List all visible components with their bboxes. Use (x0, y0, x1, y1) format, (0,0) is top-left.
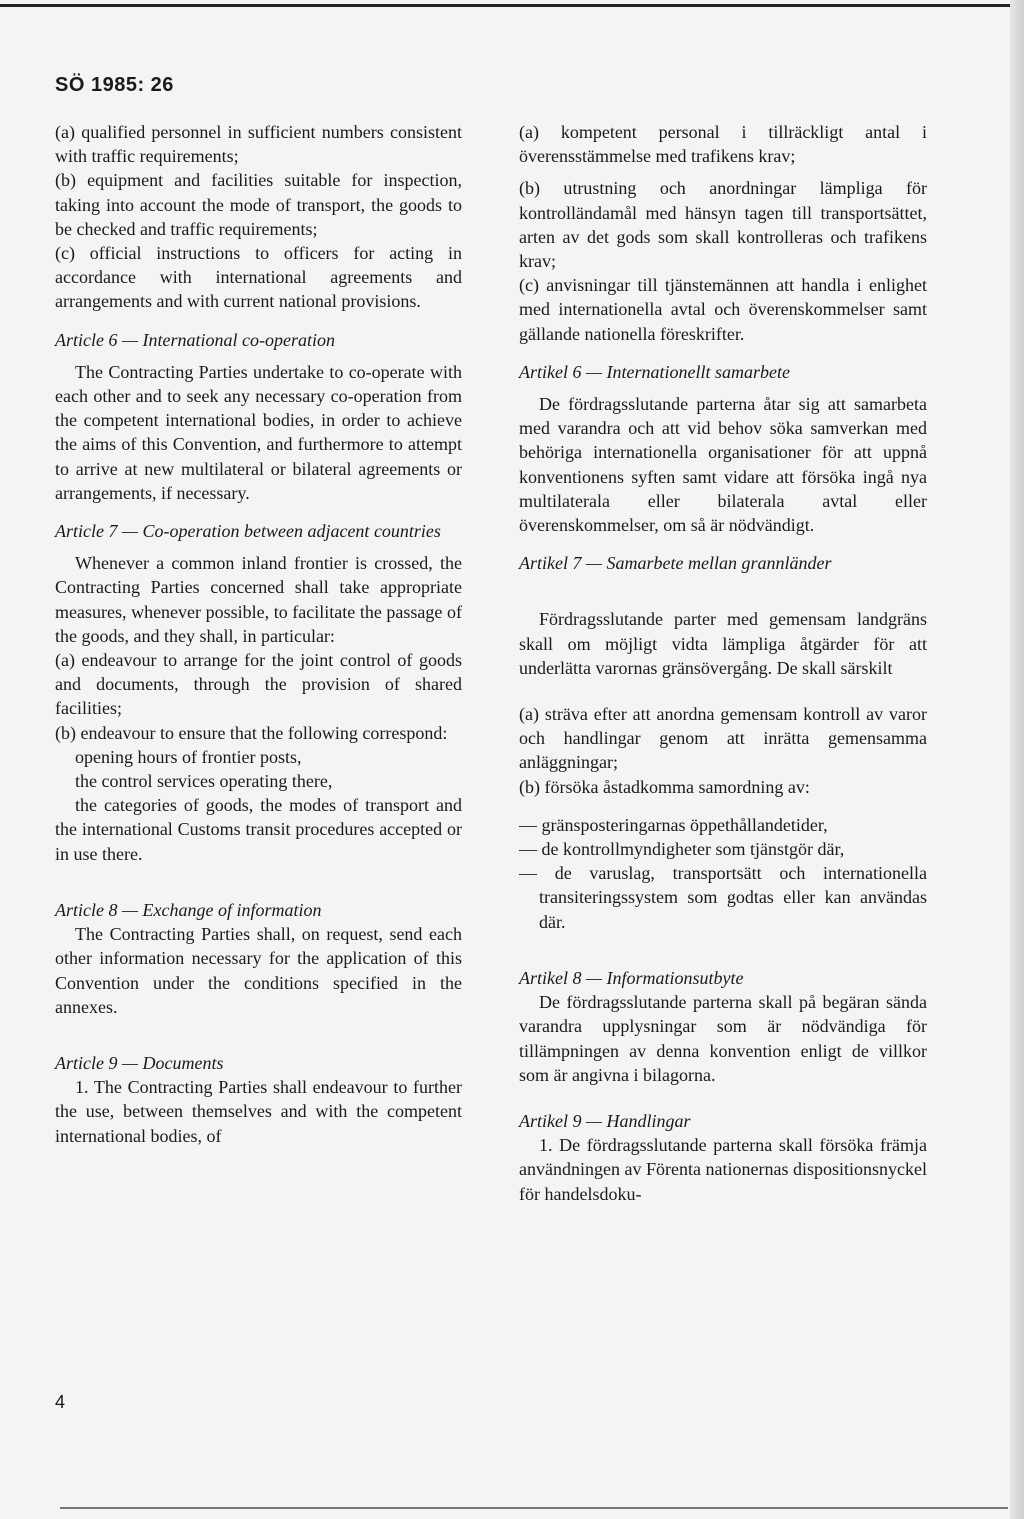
article-6-heading: Artikel 6 — Internationellt samarbete (519, 361, 790, 382)
article-7-item-b1: — gränsposteringarnas öppethållandetider, (519, 814, 828, 835)
article-7-item-a: (a) endeavour to arrange for the joint control of goods and documents, through the provision of shared facilities; (55, 650, 462, 719)
article-8-text: The Contracting Parties shall, on request, send each other information necessary for the application of this Convention under the conditions specified in the annexes. (55, 924, 462, 1017)
article-9-text: 1. The Contracting Parties shall endeavour to further the use, between themselves and with the competent international bodies, of (55, 1077, 462, 1146)
document-header: SÖ 1985: 26 (55, 74, 174, 96)
article-8-heading: Article 8 — Exchange of information (55, 899, 322, 920)
bottom-rule (60, 1507, 1008, 1509)
item-a: (a) kompetent personal i tillräckligt antal i överensstämmelse med trafikens krav; (519, 122, 927, 167)
article-6-text: De fördragsslutande parterna åtar sig att samarbeta med varandra och att vid behov söka samverkan med behöriga internationella organisationer för att uppnå konventionens syften samt vidare att försöka ingå nya multilaterala eller bilaterala avtal eller överenskommelser, om så är nödvändigt. (519, 394, 927, 536)
article-7-item-b3: the categories of goods, the modes of transport and the international Customs transit procedures accepted or in use there. (55, 795, 462, 864)
article-9-heading: Article 9 — Documents (55, 1052, 224, 1073)
article-7-item-b: (b) endeavour to ensure that the following correspond: (55, 722, 448, 743)
article-7-heading: Article 7 — Co-operation between adjacent countries (55, 521, 441, 542)
article-7-text: Whenever a common inland frontier is crossed, the Contracting Parties concerned shall take appropriate measures, whenever possible, to facilitate the passage of the goods, and they shall, in particular: (55, 553, 462, 646)
page-number: 4 (55, 1392, 66, 1412)
article-7-item-b: (b) försöka åstadkomma samordning av: (519, 776, 810, 797)
page-edge-shadow (1010, 0, 1024, 1519)
item-c: (c) official instructions to officers for acting in accordance with international agreements and arrangements and with current national provisions. (55, 243, 462, 312)
article-7-item-b1: opening hours of frontier posts, (75, 746, 302, 767)
article-7-item-b2: the control services operating there, (75, 771, 333, 792)
article-9-text: 1. De fördragsslutande parterna skall försöka främja användningen av Förenta nationernas dispositionsnyckel för handelsdoku- (519, 1135, 927, 1204)
swedish-column (519, 120, 927, 1206)
article-8-heading: Artikel 8 — Informationsutbyte (519, 967, 744, 988)
article-8-text: De fördragsslutande parterna skall på begäran sända varandra upplysningar som är nödvändiga för tillämpningen av denna konvention enligt de villkor som är angivna i bilagorna. (519, 992, 927, 1085)
article-7-heading: Artikel 7 — Samarbete mellan grannländer (519, 553, 832, 574)
item-a: (a) qualified personnel in sufficient numbers consistent with traffic requirements; (55, 122, 462, 167)
top-rule (0, 4, 1024, 7)
article-7-text: Fördragsslutande parter med gemensam landgräns skall om möjligt vidta lämpliga åtgärder för att underlätta varornas gränsövergång. De skall särskilt (519, 609, 927, 678)
english-column (55, 120, 462, 1148)
article-7-item-b3: — de varuslag, transportsätt och internationella transiteringssystem som godtas eller kan användas där. (519, 863, 927, 932)
article-9-heading: Artikel 9 — Handlingar (519, 1110, 691, 1131)
article-6-text: The Contracting Parties undertake to co-operate with each other and to seek any necessary co-operation from the competent international bodies, in order to achieve the aims of this Convention, and furthermore to attempt to arrive at new multilateral or bilateral agreements or arrangements, if necessary. (55, 361, 462, 503)
item-b: (b) utrustning och anordningar lämpliga för kontrolländamål med hänsyn tagen till transportsättet, arten av det gods som skall kontrolleras och trafikens krav; (519, 178, 927, 272)
article-7-item-b2: — de kontrollmyndigheter som tjänstgör där, (519, 839, 845, 860)
item-b: (b) equipment and facilities suitable for inspection, taking into account the mode of transport, the goods to be checked and traffic requirements; (55, 170, 462, 239)
article-6-heading: Article 6 — International co-operation (55, 329, 335, 350)
item-c: (c) anvisningar till tjänstemännen att handla i enlighet med internationella avtal och överenskommelser samt gällande nationella föreskrifter. (519, 275, 927, 344)
article-7-item-a: (a) sträva efter att anordna gemensam kontroll av varor och handlingar genom att inrätta gemensamma anläggningar; (519, 704, 927, 773)
